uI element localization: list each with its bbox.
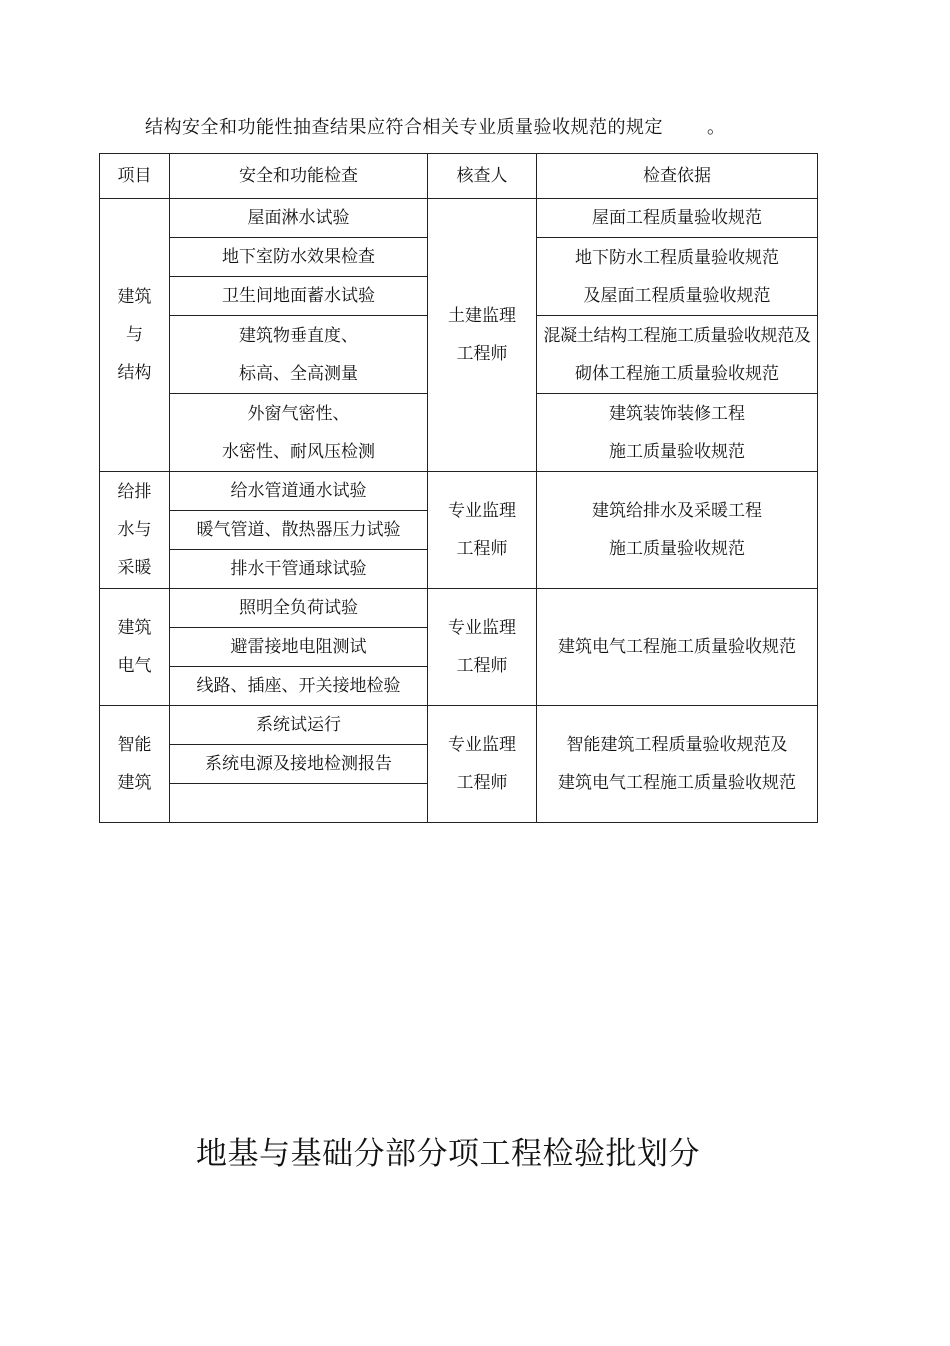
inspector-line: 专业监理 — [448, 735, 516, 755]
category-line: 结构 — [117, 363, 152, 383]
check-item: 卫生间地面蓄水试验 — [170, 277, 428, 316]
check-item: 避雷接地电阻测试 — [170, 628, 428, 667]
category-line: 建筑 — [117, 287, 152, 307]
basis-item — [537, 706, 818, 823]
table-header-row — [100, 154, 818, 199]
inspector-line: 工程师 — [456, 344, 508, 364]
table-row — [100, 199, 818, 238]
basis-line: 地下防水工程质量验收规范 — [575, 247, 779, 268]
check-line: 标高、全高测量 — [239, 363, 358, 384]
inspector-line: 工程师 — [456, 656, 508, 676]
inspector-line: 专业监理 — [448, 501, 516, 521]
table-row — [100, 589, 818, 628]
category-line: 给排 — [117, 482, 152, 502]
check-item: 系统试运行 — [170, 706, 428, 745]
check-item — [170, 316, 428, 394]
inspector-cell — [428, 199, 537, 472]
inspector-line: 专业监理 — [448, 618, 516, 638]
basis-line: 建筑电气工程施工质量验收规范 — [558, 773, 796, 793]
section-heading: 地基与基础分部分项工程检验批划分 — [196, 1136, 700, 1172]
basis-line: 建筑装饰装修工程 — [609, 403, 745, 424]
header-item: 项目 — [100, 154, 170, 199]
check-item: 屋面淋水试验 — [170, 199, 428, 238]
check-item: 照明全负荷试验 — [170, 589, 428, 628]
header-inspector: 核查人 — [428, 154, 537, 199]
basis-line: 及屋面工程质量验收规范 — [583, 285, 771, 306]
category-building-structure — [100, 199, 170, 472]
basis-line: 施工质量验收规范 — [609, 441, 745, 462]
category-line: 电气 — [117, 656, 152, 676]
check-item: 暖气管道、散热器压力试验 — [170, 511, 428, 550]
table-row — [100, 472, 818, 511]
intro-sentence — [145, 113, 726, 139]
basis-line: 混凝土结构工程施工质量验收规范及 — [543, 325, 811, 346]
basis-item — [537, 316, 818, 394]
category-line: 与 — [126, 325, 143, 345]
check-item: 给水管道通水试验 — [170, 472, 428, 511]
check-item: 排水干管通球试验 — [170, 550, 428, 589]
check-line: 外窗气密性、 — [247, 403, 350, 424]
inspector-cell — [428, 706, 537, 823]
check-item: 系统电源及接地检测报告 — [170, 745, 428, 784]
category-line: 建筑 — [117, 773, 152, 793]
intro-text: 结构安全和功能性抽查结果应符合相关专业质量验收规范的规定 — [145, 117, 663, 138]
category-line: 智能 — [117, 735, 152, 755]
basis-line: 建筑给排水及采暖工程 — [592, 501, 762, 521]
basis-item — [537, 238, 818, 316]
check-item — [170, 394, 428, 472]
check-line: 建筑物垂直度、 — [239, 325, 358, 346]
basis-line: 智能建筑工程质量验收规范及 — [566, 735, 788, 755]
category-intelligent-building — [100, 706, 170, 823]
inspector-line: 工程师 — [456, 539, 508, 559]
header-basis: 检查依据 — [537, 154, 818, 199]
basis-item — [537, 472, 818, 589]
inspector-cell — [428, 589, 537, 706]
basis-line: 施工质量验收规范 — [609, 539, 745, 559]
check-line: 水密性、耐风压检测 — [222, 441, 375, 462]
table-row — [100, 706, 818, 745]
category-electrical — [100, 589, 170, 706]
basis-line: 砌体工程施工质量验收规范 — [575, 363, 779, 384]
category-line: 建筑 — [117, 618, 152, 638]
check-item: 线路、插座、开关接地检验 — [170, 667, 428, 706]
basis-item — [537, 394, 818, 472]
category-plumbing-heating — [100, 472, 170, 589]
check-item: 地下室防水效果检查 — [170, 238, 428, 277]
category-line: 采暖 — [117, 558, 152, 578]
inspector-line: 工程师 — [456, 773, 508, 793]
inspector-cell — [428, 472, 537, 589]
basis-item: 屋面工程质量验收规范 — [537, 199, 818, 238]
safety-function-check-table — [99, 153, 818, 823]
category-line: 水与 — [117, 520, 152, 540]
inspector-line: 土建监理 — [448, 306, 516, 326]
intro-period: 。 — [707, 117, 726, 138]
basis-item: 建筑电气工程施工质量验收规范 — [537, 589, 818, 706]
check-item-empty — [170, 784, 428, 823]
header-check: 安全和功能检查 — [170, 154, 428, 199]
